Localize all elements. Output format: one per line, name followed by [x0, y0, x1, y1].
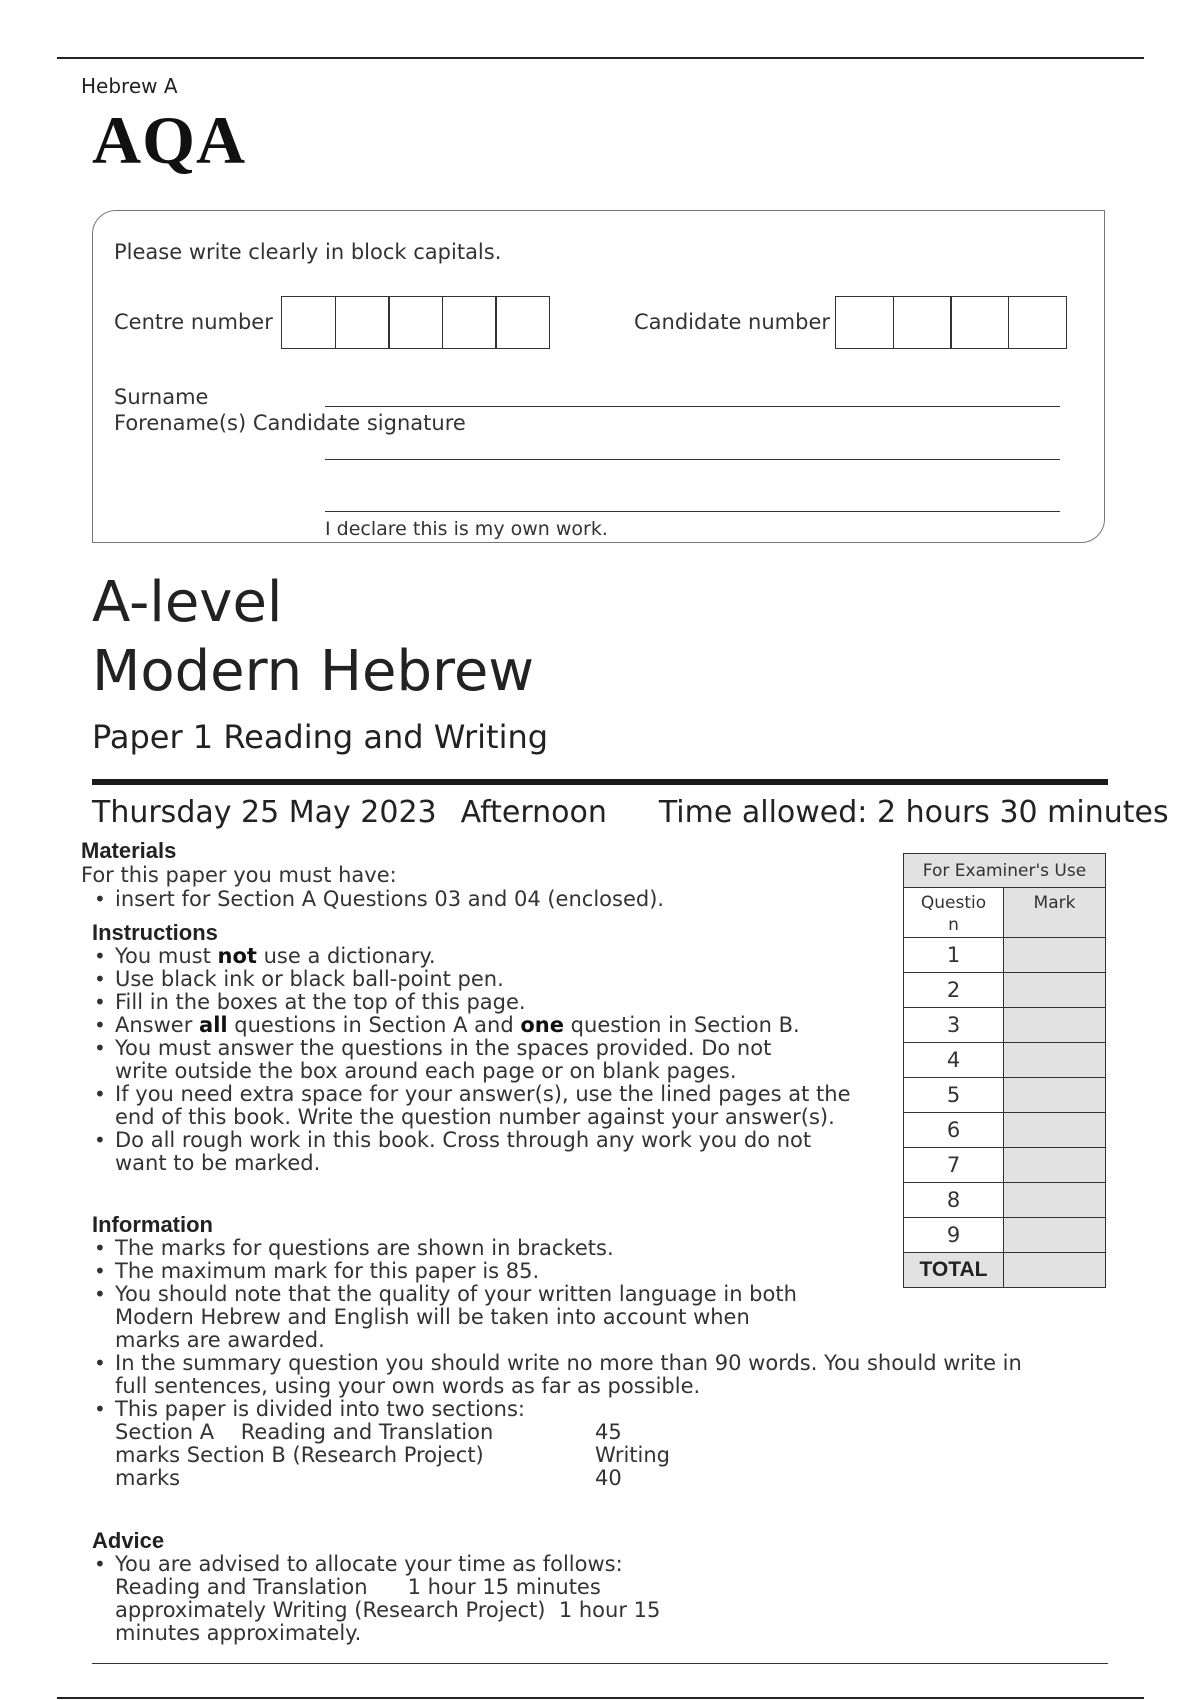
- question-number: 1: [904, 938, 1004, 973]
- list-item: • Use black ink or black ball-point pen.: [92, 968, 882, 991]
- list-item: • Do all rough work in this book. Cross through any work you do not want to be marked.: [92, 1129, 825, 1175]
- exam-date-line: [92, 795, 1193, 830]
- forenames-line[interactable]: [325, 459, 1060, 460]
- mark-cell: [1004, 1218, 1106, 1253]
- mark-column-header: Mark: [1004, 888, 1106, 938]
- mark-cell: [1004, 1113, 1106, 1148]
- instructions-heading: Instructions: [92, 920, 218, 945]
- list-item: • You should note that the quality of your written language in both Modern Hebrew and English will be taken into account when marks are awarded.: [92, 1283, 805, 1352]
- subject-title: Modern Hebrew: [92, 639, 535, 704]
- centre-number-cell[interactable]: [388, 296, 443, 349]
- examiner-table-title: For Examiner's Use: [904, 854, 1106, 888]
- sections-marks: 45 Writing 40: [595, 1420, 670, 1490]
- centre-number-cell[interactable]: [495, 296, 550, 349]
- advice-list: [92, 1553, 732, 1645]
- question-number: 3: [904, 1008, 1004, 1043]
- question-column-header: Questio n: [904, 888, 1004, 938]
- list-item: • The maximum mark for this paper is 85.: [92, 1260, 1012, 1283]
- list-item: • insert for Section A Questions 03 and 04 (enclosed).: [92, 888, 792, 911]
- bottom-rule: [57, 1697, 1144, 1699]
- question-number: 2: [904, 973, 1004, 1008]
- information-list: [92, 1236, 1022, 1490]
- signature-line[interactable]: [325, 511, 1060, 512]
- centre-number-cell[interactable]: [335, 296, 390, 349]
- question-number: 8: [904, 1183, 1004, 1218]
- total-label: TOTAL: [904, 1253, 1004, 1288]
- list-item: • You must answer the questions in the spaces provided. Do not write outside the box around each page or on blank pages.: [92, 1037, 825, 1083]
- candidate-number-cell[interactable]: [835, 296, 894, 349]
- time-allowed: Time allowed: 2 hours 30 minutes: [658, 795, 1169, 830]
- end-rule: [92, 1663, 1108, 1664]
- materials-heading: Materials: [81, 838, 177, 863]
- declaration-text: I declare this is my own work.: [325, 518, 608, 540]
- exam-session: Afternoon: [460, 795, 607, 830]
- instructions-list: [92, 945, 882, 1175]
- list-item: • Answer all questions in Section A and one question in Section B.: [92, 1014, 882, 1037]
- question-number: 4: [904, 1043, 1004, 1078]
- mark-cell: [1004, 1043, 1106, 1078]
- mark-cell: [1004, 1183, 1106, 1218]
- list-item: • Fill in the boxes at the top of this page.: [92, 991, 882, 1014]
- mark-cell: [1004, 1008, 1106, 1043]
- mark-cell: [1004, 938, 1106, 973]
- surname-line[interactable]: [325, 406, 1060, 407]
- information-heading: Information: [92, 1212, 213, 1237]
- aqa-logo: AQA: [92, 102, 247, 178]
- total-mark-cell: [1004, 1253, 1106, 1288]
- subject-tag: Hebrew A: [81, 74, 178, 98]
- question-number: 5: [904, 1078, 1004, 1113]
- centre-number-cell[interactable]: [442, 296, 497, 349]
- mark-cell: [1004, 973, 1106, 1008]
- question-number: 6: [904, 1113, 1004, 1148]
- advice-heading: Advice: [92, 1528, 165, 1553]
- sections-breakdown: Section A Reading and Translation marks Section B (Research Project) marks: [115, 1420, 500, 1490]
- list-item: • You must not use a dictionary.: [92, 945, 882, 968]
- question-number: 9: [904, 1218, 1004, 1253]
- candidate-number-cell[interactable]: [893, 296, 952, 349]
- list-item: • You are advised to allocate your time as follows: Reading and Translation 1 hour 15 minutes approximately Writing (Research Project) 1 hour 15 minutes approximately.: [92, 1553, 732, 1645]
- candidate-number-boxes[interactable]: [835, 296, 1067, 349]
- candidate-number-cell[interactable]: [950, 296, 1009, 349]
- materials-list: [92, 888, 792, 911]
- list-item: • The marks for questions are shown in brackets.: [92, 1237, 1012, 1260]
- mark-cell: [1004, 1148, 1106, 1183]
- list-item: • In the summary question you should write no more than 90 words. You should write in full sentences, using your own words as far as possible.: [92, 1352, 1035, 1398]
- centre-number-boxes[interactable]: [281, 296, 550, 349]
- examiner-use-table: [903, 853, 1106, 1288]
- qualification-level: A-level: [92, 570, 283, 635]
- candidate-details-box: [92, 210, 1105, 543]
- paper-title: Paper 1 Reading and Writing: [92, 718, 549, 756]
- list-item: • If you need extra space for your answer(s), use the lined pages at the end of this book. Write the question number against your answer(s).: [92, 1083, 885, 1129]
- candidate-number-cell[interactable]: [1008, 296, 1067, 349]
- top-rule: [57, 57, 1144, 59]
- centre-number-label: Centre number: [114, 310, 273, 334]
- candidate-number-label: Candidate number: [634, 310, 830, 334]
- time-allocation: Reading and Translation 1 hour 15 minutes approximately Writing (Research Project) 1 hour 15 minutes approximately.: [115, 1575, 668, 1645]
- surname-label: Surname: [114, 385, 209, 409]
- materials-intro: For this paper you must have:: [81, 863, 397, 887]
- exam-date: Thursday 25 May 2023: [92, 795, 437, 830]
- list-item: • This paper is divided into two sections: Section A Reading and Translation marks Section B (Research Project) marks 45 Writing 40: [92, 1398, 1012, 1490]
- forenames-signature-label: Forename(s) Candidate signature: [114, 411, 466, 435]
- mark-cell: [1004, 1078, 1106, 1113]
- title-rule: [92, 779, 1108, 785]
- question-number: 7: [904, 1148, 1004, 1183]
- centre-number-cell[interactable]: [281, 296, 336, 349]
- block-capitals-instruction: Please write clearly in block capitals.: [114, 240, 502, 264]
